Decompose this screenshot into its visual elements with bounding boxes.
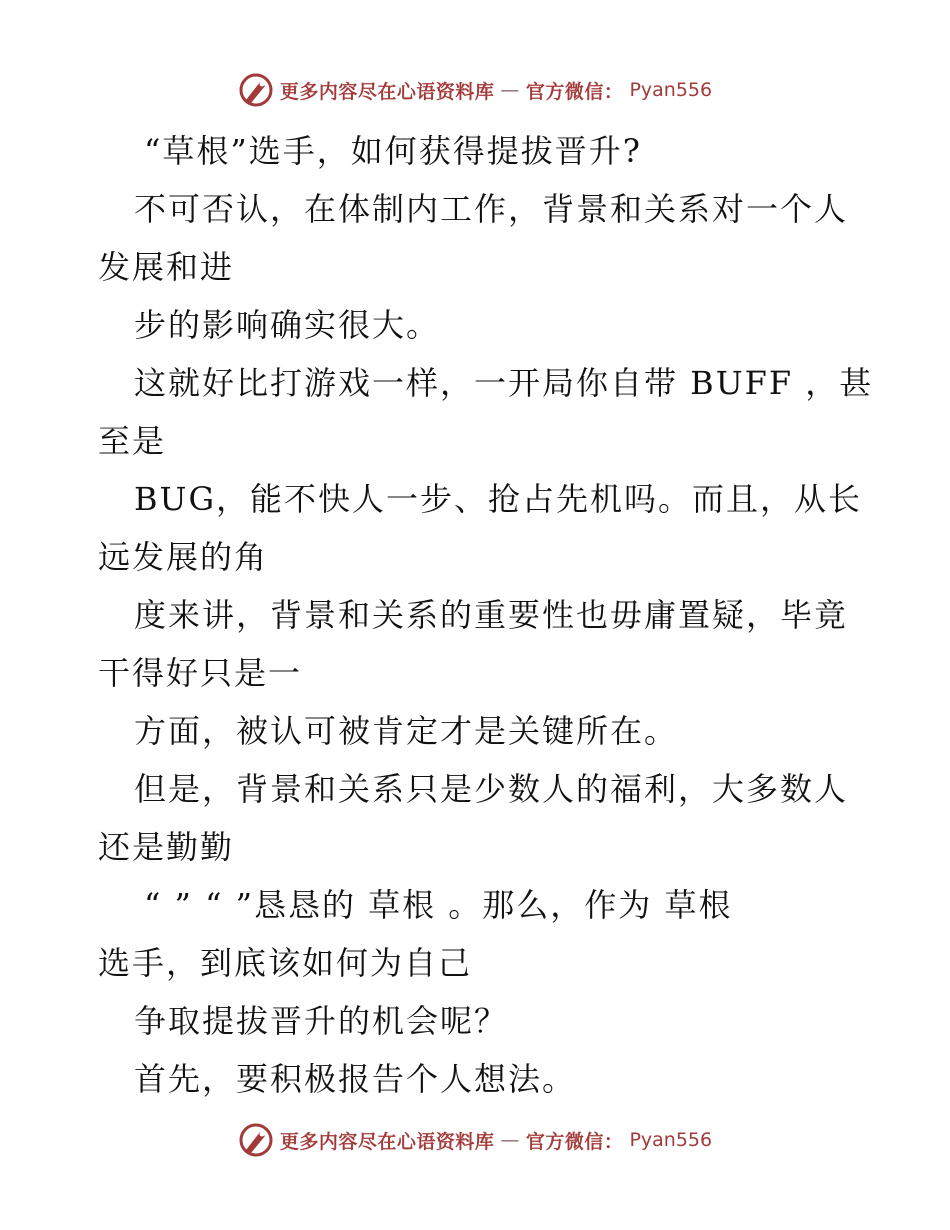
paragraph-line: 至是	[98, 422, 167, 460]
paragraph-line: 度来讲，背景和关系的重要性也毋庸置疑，毕竟	[134, 596, 849, 634]
pen-logo-icon	[238, 1122, 274, 1158]
footer-watermark	[0, 1120, 950, 1160]
paragraph-line: 这就好比打游戏一样，一开局你自带 BUFF ，甚	[134, 364, 874, 402]
document-title: “草根”选手，如何获得提拔晋升?	[144, 132, 642, 170]
paragraph-line: 发展和进	[98, 248, 235, 286]
header-brand: 更多内容尽在心语资料库	[279, 80, 495, 103]
paragraph-line: 但是，背景和关系只是少数人的福利，大多数人	[134, 770, 849, 808]
footer-separator: —	[500, 1129, 520, 1151]
header-watermark	[0, 70, 950, 110]
pen-logo-icon	[238, 72, 274, 108]
paragraph-line: 远发展的角	[98, 538, 269, 576]
footer-wechat-id: Pyan556	[629, 1129, 713, 1151]
paragraph-line: 首先，要积极报告个人想法。	[134, 1060, 577, 1098]
paragraph-line: “ ” “ ”恳恳的 草根 。那么，作为 草根	[144, 886, 733, 924]
paragraph-line: 还是勤勤	[98, 828, 235, 866]
paragraph-line: BUG，能不快人一步、抢占先机吗。而且，从长	[134, 480, 863, 518]
paragraph-line: 不可否认，在体制内工作，背景和关系对一个人	[134, 190, 849, 228]
paragraph-line: 步的影响确实很大。	[134, 306, 441, 344]
header-wechat-id: Pyan556	[629, 79, 713, 101]
paragraph-line: 选手，到底该如何为自己	[98, 944, 473, 982]
document-body	[98, 122, 874, 1108]
footer-wechat-label: 官方微信：	[525, 1130, 624, 1153]
paragraph-line: 干得好只是一	[98, 654, 303, 692]
paragraph-line: 争取提拔晋升的机会呢？	[134, 1002, 509, 1040]
header-separator: —	[500, 79, 520, 101]
paragraph-line: 方面，被认可被肯定才是关键所在。	[134, 712, 679, 750]
header-wechat-label: 官方微信：	[525, 80, 624, 103]
footer-brand: 更多内容尽在心语资料库	[279, 1130, 495, 1153]
